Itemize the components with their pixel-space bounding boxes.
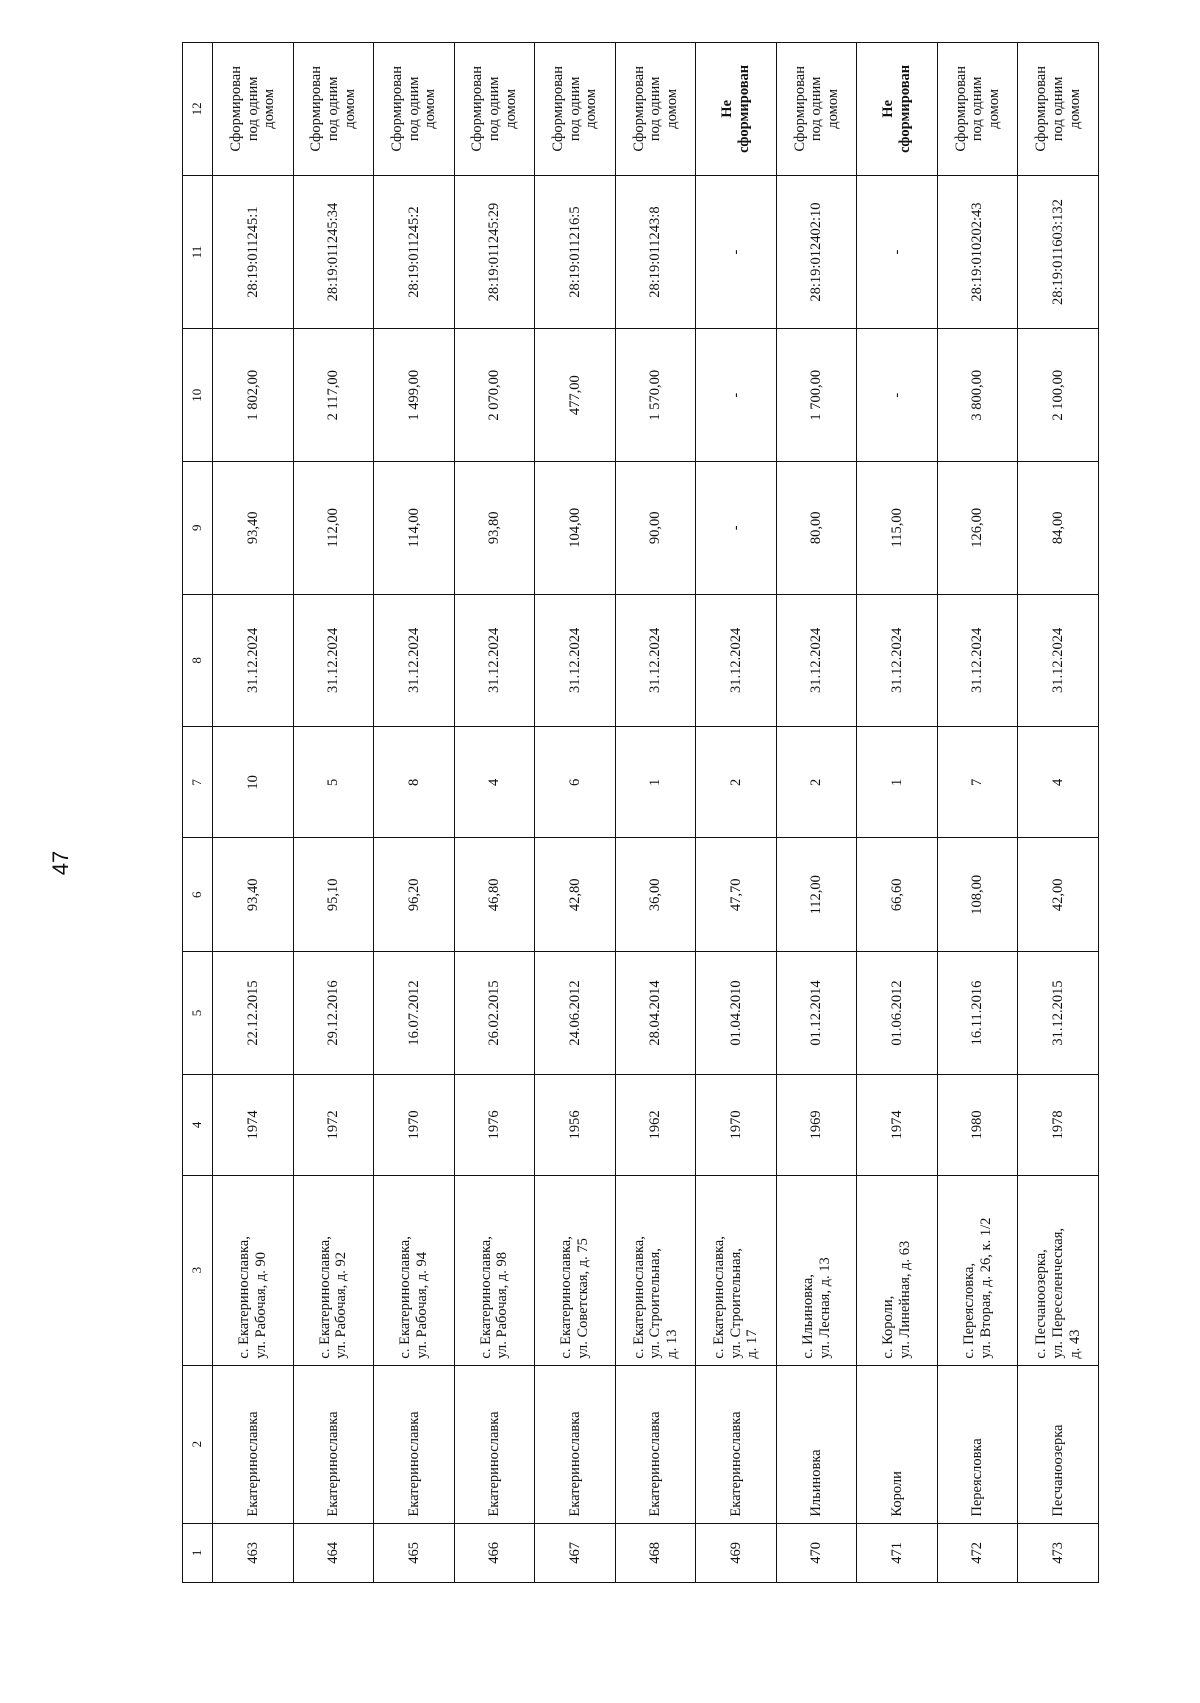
column-header: 12 — [183, 43, 213, 176]
column-number-row — [183, 43, 213, 1583]
settlement-cell: Екатеринославка — [535, 1365, 616, 1523]
land-plot-status-cell-line: домом — [583, 89, 600, 129]
value-col10-cell: 1 499,00 — [374, 329, 455, 462]
area-cell: 93,40 — [213, 838, 294, 951]
residents-cell: 8 — [374, 727, 455, 838]
value-col9-cell: 90,00 — [615, 462, 696, 595]
value-col10-cell: 2 117,00 — [293, 329, 374, 462]
land-plot-status-cell — [937, 43, 1018, 176]
land-plot-status-cell-line: под одним — [969, 76, 986, 142]
date-cell: 29.12.2016 — [293, 951, 374, 1074]
area-cell: 47,70 — [696, 838, 777, 951]
value-col9-cell: - — [696, 462, 777, 595]
address-cell — [937, 1175, 1018, 1365]
address-cell-line: с. Екатеринославка, — [558, 1236, 575, 1359]
date-cell: 26.02.2015 — [454, 951, 535, 1074]
land-plot-status-cell-line: домом — [341, 89, 358, 129]
area-cell: 95,10 — [293, 838, 374, 951]
column-header: 5 — [183, 951, 213, 1074]
value-col10-cell: 1 700,00 — [776, 329, 857, 462]
residents-cell: 5 — [293, 727, 374, 838]
land-plot-status-cell-line: Сформирован — [550, 66, 566, 152]
settlement-cell: Екатеринославка — [293, 1365, 374, 1523]
year-cell: 1976 — [454, 1075, 535, 1176]
address-cell-line: ул. Советская, д. 75 — [575, 1238, 591, 1359]
address-cell-line: ул. Рабочая, д. 94 — [413, 1251, 430, 1359]
column-header: 4 — [183, 1075, 213, 1176]
address-cell-line: с. Песчаноозерка, — [1033, 1249, 1050, 1359]
value-col10-cell: 477,00 — [535, 329, 616, 462]
address-cell — [615, 1175, 696, 1365]
value-col10-cell: 2 070,00 — [454, 329, 535, 462]
settlement-cell: Переясловка — [937, 1365, 1018, 1523]
value-col9-cell: 93,40 — [213, 462, 294, 595]
land-plot-status-cell — [535, 43, 616, 176]
address-cell-line: ул. Рабочая, д. 92 — [333, 1251, 350, 1359]
deadline-cell: 31.12.2024 — [937, 594, 1018, 727]
land-plot-status-cell-line: Сформирован — [1033, 66, 1050, 152]
residents-cell: 10 — [213, 727, 294, 838]
row-number-cell: 464 — [293, 1523, 374, 1582]
address-cell — [213, 1175, 294, 1365]
residents-cell: 7 — [937, 727, 1018, 838]
address-cell-line: ул. Строительная, — [647, 1248, 664, 1359]
year-cell: 1978 — [1018, 1075, 1099, 1176]
cadastral-number-cell: 28:19:011245:1 — [213, 175, 294, 329]
column-header: 3 — [183, 1175, 213, 1365]
deadline-cell: 31.12.2024 — [776, 594, 857, 727]
land-plot-status-cell-line: под одним — [244, 76, 261, 142]
value-col9-cell: 126,00 — [937, 462, 1018, 595]
address-cell-line: д. 17 — [744, 1329, 761, 1359]
row-number-cell: 465 — [374, 1523, 455, 1582]
address-cell — [535, 1175, 616, 1365]
column-header: 10 — [183, 329, 213, 462]
year-cell: 1974 — [857, 1075, 938, 1176]
cadastral-number-cell: 28:19:011245:2 — [374, 175, 455, 329]
land-plot-status-cell-line: Сформирован — [469, 66, 486, 152]
residents-cell: 1 — [615, 727, 696, 838]
cadastral-number-cell: 28:19:011243:8 — [615, 175, 696, 329]
area-cell: 66,60 — [857, 838, 938, 951]
value-col10-cell: - — [857, 329, 938, 462]
cadastral-number-cell: - — [857, 175, 938, 329]
land-plot-status-cell-line: Сформирован — [791, 66, 808, 152]
settlement-cell: Короли — [857, 1365, 938, 1523]
deadline-cell: 31.12.2024 — [454, 594, 535, 727]
land-plot-status-cell-line: домом — [663, 89, 680, 129]
land-plot-status-cell-line: домом — [1066, 89, 1083, 129]
area-cell: 96,20 — [374, 838, 455, 951]
land-plot-status-cell-line: под одним — [566, 76, 583, 142]
land-plot-status-cell-line: Сформирован — [388, 66, 405, 152]
table-row — [293, 43, 374, 1583]
column-header: 11 — [183, 175, 213, 329]
value-col9-cell: 84,00 — [1018, 462, 1099, 595]
land-plot-status-cell — [293, 43, 374, 176]
deadline-cell: 31.12.2024 — [615, 594, 696, 727]
cadastral-number-cell: 28:19:011216:5 — [535, 175, 616, 329]
date-cell: 24.06.2012 — [535, 951, 616, 1074]
column-header: 1 — [183, 1523, 213, 1582]
land-plot-status-cell-line: домом — [502, 89, 519, 129]
value-col9-cell: 104,00 — [535, 462, 616, 595]
address-cell-line: ул. Рабочая, д. 98 — [494, 1251, 511, 1359]
value-col9-cell: 112,00 — [293, 462, 374, 595]
date-cell: 22.12.2015 — [213, 951, 294, 1074]
row-number-cell: 472 — [937, 1523, 1018, 1582]
address-cell — [696, 1175, 777, 1365]
address-cell-line: с. Екатеринославка, — [397, 1236, 414, 1359]
cadastral-number-cell: 28:19:012402:10 — [776, 175, 857, 329]
table-row — [776, 43, 857, 1583]
land-plot-status-cell-line: под одним — [325, 76, 342, 142]
address-cell-line: ул. Рабочая, д. 90 — [252, 1251, 269, 1359]
value-col9-cell: 115,00 — [857, 462, 938, 595]
value-col10-cell: - — [696, 329, 777, 462]
date-cell: 01.06.2012 — [857, 951, 938, 1074]
land-plot-status-cell-line: Сформирован — [630, 66, 647, 152]
land-plot-status-cell — [615, 43, 696, 176]
row-number-cell: 471 — [857, 1523, 938, 1582]
address-cell-line: ул. Вторая, д. 26, к. 1/2 — [977, 1217, 994, 1359]
row-number-cell: 470 — [776, 1523, 857, 1582]
residents-cell: 2 — [696, 727, 777, 838]
address-cell-line: ул. Строительная, — [727, 1248, 744, 1359]
table-row — [696, 43, 777, 1583]
address-cell — [374, 1175, 455, 1365]
deadline-cell: 31.12.2024 — [1018, 594, 1099, 727]
value-col10-cell: 1 570,00 — [615, 329, 696, 462]
column-header: 8 — [183, 594, 213, 727]
land-plot-status-cell — [1018, 43, 1099, 176]
column-header: 2 — [183, 1365, 213, 1523]
address-cell-line: ул. Линейная, д. 63 — [897, 1240, 914, 1359]
column-header: 9 — [183, 462, 213, 595]
address-cell — [454, 1175, 535, 1365]
land-plot-status-cell-line: под одним — [1049, 76, 1066, 142]
table-row — [374, 43, 455, 1583]
value-col9-cell: 93,80 — [454, 462, 535, 595]
land-plot-status-cell — [454, 43, 535, 176]
table-row — [1018, 43, 1099, 1583]
address-cell-line: с. Переясловка, — [960, 1262, 977, 1359]
housing-registry-table — [182, 42, 1099, 1583]
land-plot-status-cell-line: под одним — [647, 76, 664, 142]
year-cell: 1970 — [696, 1075, 777, 1176]
address-cell — [1018, 1175, 1099, 1365]
table-body — [183, 43, 1099, 1583]
cadastral-number-cell: 28:19:011245:34 — [293, 175, 374, 329]
cadastral-number-cell: 28:19:010202:43 — [937, 175, 1018, 329]
residents-cell: 2 — [776, 727, 857, 838]
area-cell: 42,00 — [1018, 838, 1099, 951]
date-cell: 16.11.2016 — [937, 951, 1018, 1074]
date-cell: 01.04.2010 — [696, 951, 777, 1074]
address-cell-line: ул. Переселенческая, — [1049, 1227, 1066, 1359]
address-cell-line: с. Ильиновка, — [799, 1274, 816, 1359]
year-cell: 1956 — [535, 1075, 616, 1176]
address-cell — [776, 1175, 857, 1365]
land-plot-status-cell-line: под одним — [808, 76, 825, 142]
settlement-cell: Екатеринославка — [615, 1365, 696, 1523]
column-header: 7 — [183, 727, 213, 838]
address-cell-line: с. Екатеринославка, — [477, 1236, 494, 1359]
land-plot-status-cell-line: сформирован — [736, 64, 753, 153]
land-plot-status-cell — [374, 43, 455, 176]
land-plot-status-cell-line: Сформирован — [227, 66, 244, 152]
land-plot-status-cell — [857, 43, 938, 176]
value-col9-cell: 80,00 — [776, 462, 857, 595]
table-row — [857, 43, 938, 1583]
deadline-cell: 31.12.2024 — [535, 594, 616, 727]
table-row — [213, 43, 294, 1583]
residents-cell: 4 — [1018, 727, 1099, 838]
land-plot-status-cell-line: Сформирован — [308, 66, 325, 152]
row-number-cell: 467 — [535, 1523, 616, 1582]
year-cell: 1980 — [937, 1075, 1018, 1176]
area-cell: 112,00 — [776, 838, 857, 951]
date-cell: 28.04.2014 — [615, 951, 696, 1074]
value-col10-cell: 3 800,00 — [937, 329, 1018, 462]
residents-cell: 1 — [857, 727, 938, 838]
address-cell-line: с. Екатеринославка, — [711, 1236, 728, 1359]
row-number-cell: 466 — [454, 1523, 535, 1582]
settlement-cell: Екатеринославка — [374, 1365, 455, 1523]
deadline-cell: 31.12.2024 — [213, 594, 294, 727]
address-cell-line: д. 43 — [1066, 1329, 1083, 1359]
address-cell-line: с. Екатеринославка, — [316, 1236, 333, 1359]
year-cell: 1970 — [374, 1075, 455, 1176]
row-number-cell: 463 — [213, 1523, 294, 1582]
row-number-cell: 468 — [615, 1523, 696, 1582]
table-row — [454, 43, 535, 1583]
land-plot-status-cell-line: домом — [261, 89, 278, 129]
address-cell — [293, 1175, 374, 1365]
deadline-cell: 31.12.2024 — [696, 594, 777, 727]
table-row — [937, 43, 1018, 1583]
cadastral-number-cell: 28:19:011245:29 — [454, 175, 535, 329]
land-plot-status-cell — [213, 43, 294, 176]
area-cell: 108,00 — [937, 838, 1018, 951]
deadline-cell: 31.12.2024 — [857, 594, 938, 727]
address-cell-line: с. Екатеринославка, — [630, 1236, 647, 1359]
year-cell: 1974 — [213, 1075, 294, 1176]
settlement-cell: Ильиновка — [776, 1365, 857, 1523]
value-col10-cell: 2 100,00 — [1018, 329, 1099, 462]
land-plot-status-cell — [696, 43, 777, 176]
address-cell-line: ул. Лесная, д. 13 — [816, 1257, 833, 1359]
residents-cell: 4 — [454, 727, 535, 838]
column-header: 6 — [183, 838, 213, 951]
land-plot-status-cell-line: под одним — [486, 76, 503, 142]
rotated-table-wrapper — [182, 42, 1099, 1583]
row-number-cell: 473 — [1018, 1523, 1099, 1582]
land-plot-status-cell-line: под одним — [405, 76, 422, 142]
page-number: 47 — [48, 850, 73, 876]
area-cell: 46,80 — [454, 838, 535, 951]
area-cell: 36,00 — [615, 838, 696, 951]
settlement-cell: Песчаноозерка — [1018, 1365, 1099, 1523]
address-cell — [857, 1175, 938, 1365]
land-plot-status-cell-line: Не — [719, 99, 736, 118]
residents-cell: 6 — [535, 727, 616, 838]
land-plot-status-cell-line: домом — [824, 89, 841, 129]
settlement-cell: Екатеринославка — [454, 1365, 535, 1523]
date-cell: 01.12.2014 — [776, 951, 857, 1074]
land-plot-status-cell-line: домом — [985, 89, 1002, 129]
address-cell-line: с. Короли, — [880, 1295, 897, 1359]
table-row — [535, 43, 616, 1583]
cadastral-number-cell: 28:19:011603:132 — [1018, 175, 1099, 329]
land-plot-status-cell-line: Сформирован — [952, 66, 969, 152]
year-cell: 1969 — [776, 1075, 857, 1176]
address-cell-line: с. Екатеринославка, — [236, 1236, 253, 1359]
date-cell: 31.12.2015 — [1018, 951, 1099, 1074]
land-plot-status-cell — [776, 43, 857, 176]
settlement-cell: Екатеринославка — [696, 1365, 777, 1523]
settlement-cell: Екатеринославка — [213, 1365, 294, 1523]
table-row — [615, 43, 696, 1583]
area-cell: 42,80 — [535, 838, 616, 951]
cadastral-number-cell: - — [696, 175, 777, 329]
deadline-cell: 31.12.2024 — [293, 594, 374, 727]
value-col10-cell: 1 802,00 — [213, 329, 294, 462]
land-plot-status-cell-line: сформирован — [897, 64, 914, 153]
deadline-cell: 31.12.2024 — [374, 594, 455, 727]
land-plot-status-cell-line: Не — [880, 99, 897, 118]
value-col9-cell: 114,00 — [374, 462, 455, 595]
address-cell-line: д. 13 — [663, 1329, 680, 1359]
row-number-cell: 469 — [696, 1523, 777, 1582]
date-cell: 16.07.2012 — [374, 951, 455, 1074]
year-cell: 1972 — [293, 1075, 374, 1176]
land-plot-status-cell-line: домом — [422, 89, 439, 129]
year-cell: 1962 — [615, 1075, 696, 1176]
